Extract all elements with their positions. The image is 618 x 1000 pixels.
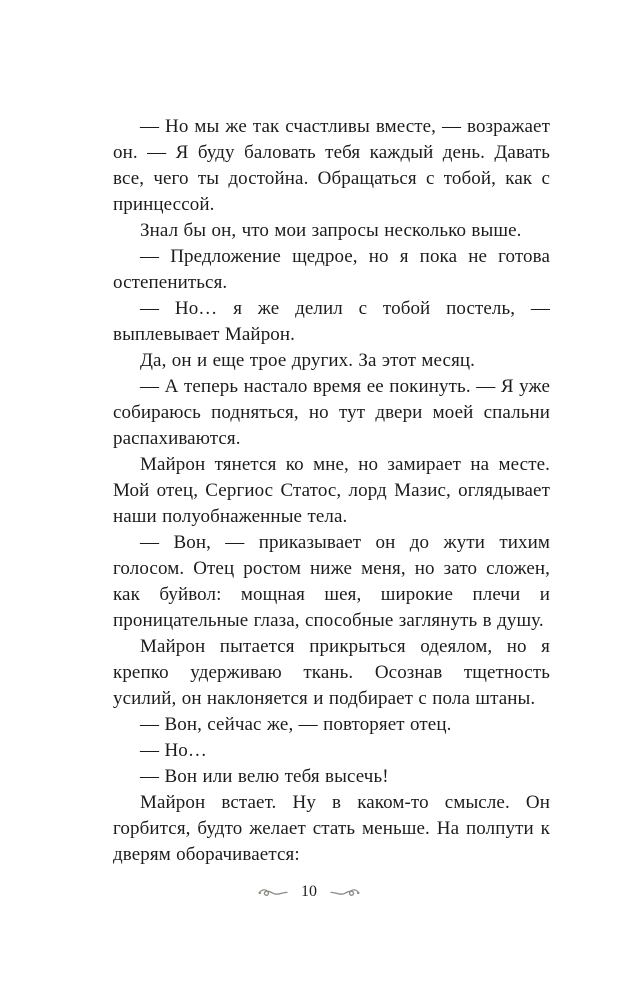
paragraph: — Вон или велю тебя высечь!: [140, 766, 389, 787]
paragraph: — Но…: [140, 740, 207, 761]
floral-flourish-left-icon: [258, 886, 288, 898]
paragraph: Майрон пытается прикрыться одеялом, но я крепко удерживаю ткань. Осознав тщетность усилий, он наклоняется и подбирает с пола штаны.: [113, 636, 550, 709]
floral-flourish-right-icon: [330, 886, 360, 898]
page-footer: [0, 882, 618, 902]
paragraph: Майрон тянется ко мне, но замирает на месте. Мой отец, Сергиос Статос, лорд Мазис, оглядывает наши полуобнаженные тела.: [113, 454, 550, 527]
paragraph: Знал бы он, что мои запросы несколько выше.: [140, 220, 522, 241]
paragraph: — Но мы же так счастливы вместе, — возражает он. — Я буду баловать тебя каждый день. Давать все, чего ты достойна. Обращаться с тобой, как с принцессой.: [113, 116, 550, 215]
paragraph: — Но… я же делил с тобой постель, — выплевывает Майрон.: [113, 298, 550, 345]
paragraph: Да, он и еще трое других. За этот месяц.: [140, 350, 476, 371]
page-text: [113, 114, 550, 868]
paragraph: — Предложение щедрое, но я пока не готова остепениться.: [113, 246, 550, 293]
paragraph: — Вон, — приказывает он до жути тихим голосом. Отец ростом ниже меня, но зато сложен, как буйвол: мощная шея, широкие плечи и проницательные глаза, способные заглянуть в душу.: [113, 532, 550, 631]
page-number: 10: [301, 883, 317, 900]
paragraph: — А теперь настало время ее покинуть. — Я уже собираюсь подняться, но тут двери моей спальни распахиваются.: [113, 376, 550, 449]
paragraph: Майрон встает. Ну в каком-то смысле. Он горбится, будто желает стать меньше. На полпути к дверям оборачивается:: [113, 792, 550, 865]
paragraph: — Вон, сейчас же, — повторяет отец.: [140, 714, 452, 735]
